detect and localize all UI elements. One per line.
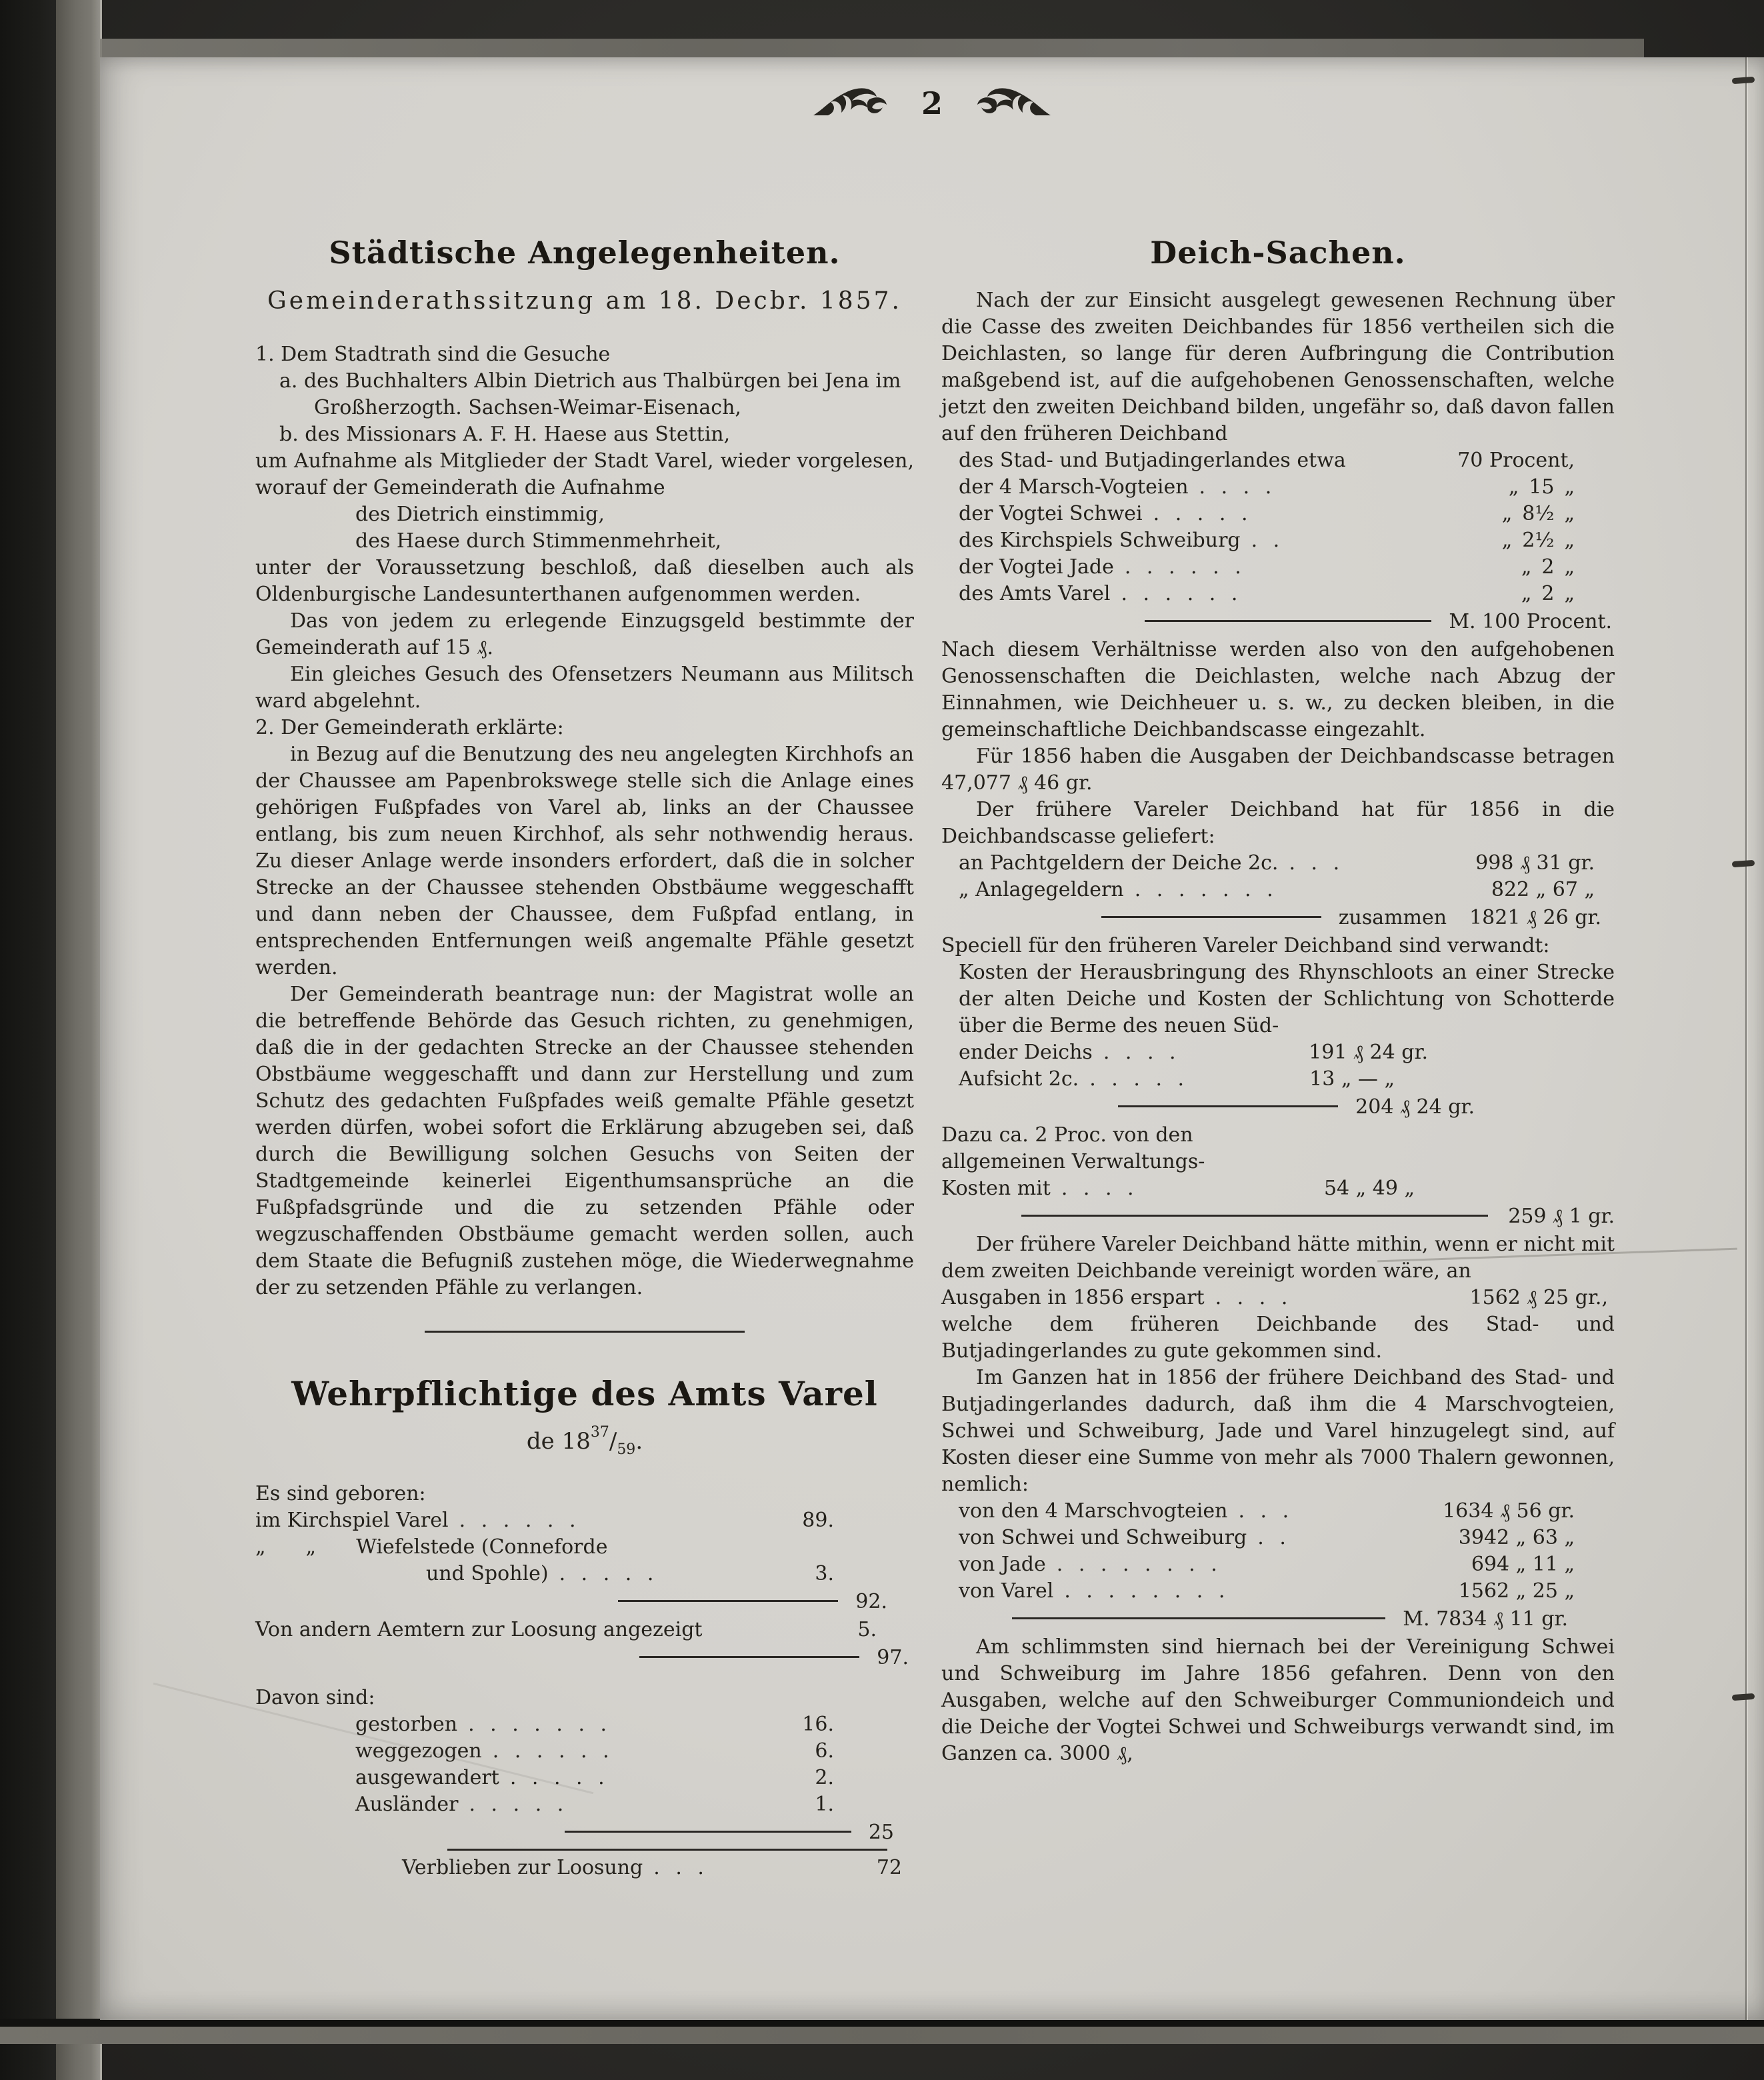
era-line (255, 1424, 914, 1458)
stat-row: im Kirchspiel Varel . . . . . . 89. (255, 1508, 834, 1532)
table-row: ender Deichs . . . . 191 ₰ 24 gr. (959, 1040, 1428, 1064)
spacer (255, 1673, 914, 1685)
table-row: Ausgaben in 1856 erspart . . . . 1562 ₰ 25 gr., (941, 1285, 1608, 1309)
paragraph: Speciell für den früheren Vareler Deichband sind verwandt: (941, 933, 1550, 957)
paragraph: Am schlimmsten sind hiernach bei der Vereinigung Schwei und Schweiburg im Jahre 1856 gefahren. Denn von den Ausgaben, welche auf den Schweiburger Communiondeich und die Deiche der Vogtei Schwei und Schweiburgs verwandt sind, im Ganzen ca. 3000 ₰, (941, 1635, 1615, 1765)
paragraph: Der Gemeinderath beantrage nun: der Magistrat wolle an die betreffende Behörde das Gesuch richten, zu genehmigen, daß die in der gedachten Strecke an der Chaussee stehenden Obstbäume weggeschafft und dann zur Herstellung und zum Schutz des gedachten Fußpfades weiß gemalte Pfähle gesetzt werden dürfen, wobei sofort die Erklärung abzugeben sei, daß durch die Bewilligung solchen Gesuchs von Seiten der Stadtgemeinde keinerlei Eigenthumsansprüche an die Fußpfadsgründe und die zu setzenden Pfähle oder wegzuschaffenden Obstbäume gemacht werden sollen, auch dem Staate die Befugniß zustehen möge, die Wiederwegnahme der zu setzenden Pfähle zu verlangen. (255, 982, 914, 1299)
era-prefix: de 18 (526, 1427, 591, 1455)
paragraph: Im Ganzen hat in 1856 der frühere Deichband des Stad- und Butjadingerlandes dadurch, daß ihm die 4 Marschvogteien, Schwei und Schweiburg, Jade und Varel hinzugelegt sind, auf Kosten dieser eine Summe von mehr als 7000 Thalern gewonnen, nemlich: (941, 1365, 1615, 1496)
paragraph: Der frühere Vareler Deichband hätte mithin, wenn er nicht mit dem zweiten Deichbande vereinigt worden wäre, an (941, 1232, 1615, 1283)
left-column (255, 236, 914, 1881)
sum-rule (639, 1656, 859, 1658)
table-row: des Amts Varel . . . . . . „ 2 „ (959, 581, 1575, 605)
paragraph: des Haese durch Stimmenmehrheit, (355, 529, 722, 553)
total-row: M. 7834 ₰ 11 gr. (941, 1605, 1615, 1634)
paragraph: Nach diesem Verhältnisse werden also von den aufgehobenen Genossenschaften die Deichlasten, welche nach Abzug der Einnahmen, wie Deichheuer u. s. w., zu decken bleiben, in die gemeinschaftliche Deichbandscasse eingezahlt. (941, 637, 1615, 741)
era-slash: / (609, 1427, 617, 1455)
paragraph: Ein gleiches Gesuch des Ofensetzers Neumann aus Militsch ward abgelehnt. (255, 662, 914, 713)
binding-stitch (1732, 77, 1755, 84)
page-fold-line (1745, 57, 1747, 2020)
paragraph: Das von jedem zu erlegende Einzugsgeld bestimmte der Gemeinderath auf 15 ₰. (255, 609, 914, 659)
total-row: zusammen 1821 ₰ 26 gr. (941, 903, 1615, 933)
total-row: M. 100 Procent. (941, 607, 1615, 637)
table-row: Kosten mit . . . . 54 „ 49 „ (941, 1176, 1415, 1200)
share-table (941, 447, 1615, 607)
paragraph: Kosten der Herausbringung des Rhynschloots an einer Strecke der alten Deiche und Kosten der Schlichtung von Schotterde über die Berme des neuen Süd- (959, 960, 1615, 1037)
table-row: von den 4 Marschvogteien . . . 1634 ₰ 56 gr. (959, 1499, 1575, 1523)
stat-row: „ „ Wiefelstede (Conneforde (255, 1535, 608, 1559)
stat-row-final: Verblieben zur Loosung . . . 72 (402, 1855, 902, 1879)
paragraph: in Bezug auf die Benutzung des neu angelegten Kirchhofs an der Chaussee am Papenbrokswege stelle sich die Anlage eines gehörigen Fußpfades von Varel ab, links an der Chaussee entlang, bis zum neuen Kirchhof, als sehr nothwendig heraus. Zu dieser Anlage werde insonders erfordert, daß die in solcher Strecke an der Chaussee stehenden Obstbäume weggeschafft und dann neben der Chaussee, dem Fußpfad entlang, in entsprechenden Entfernungen weiß angemalte Pfähle gesetzt werden. (255, 742, 914, 979)
era-suffix: . (635, 1427, 643, 1455)
list-item-a: a. des Buchhalters Albin Dietrich aus Thalbürgen bei Jena im Großherzogth. Sachsen-Weimar-Eisenach, (279, 369, 901, 419)
paragraph: 2. Der Gemeinderath erklärte: (255, 715, 564, 739)
list-item-b: b. des Missionars A. F. H. Haese aus Stettin, (279, 422, 731, 446)
page-number: 2 (921, 85, 943, 121)
sum-rule (1012, 1617, 1385, 1619)
stat-row: gestorben . . . . . . . 16. (355, 1712, 834, 1736)
stat-row: und Spohle) . . . . . 3. (426, 1561, 834, 1585)
table-surface-edge (0, 0, 56, 2080)
total-row: 259 ₰ 1 gr. (941, 1202, 1615, 1231)
sum-rule (1145, 620, 1431, 622)
session-heading: Gemeinderathssitzung am 18. Decbr. 1857. (267, 287, 902, 315)
table-row: von Schwei und Schweiburg . . 3942 „ 63 „ (959, 1525, 1575, 1549)
era-numerator: 37 (590, 1423, 609, 1441)
paragraph: Nach der zur Einsicht ausgelegt gewesenen Rechnung über die Casse des zweiten Deichbandes für 1856 vertheilen sich die Deichlasten, so lange für deren Aufbringung die Contribution maßgebend ist, auf die aufgehobenen Genossenschaften, welche jetzt den zweiten Deichband bilden, ungefähr so, daß davon fallen auf den früheren Deichband (941, 288, 1615, 445)
paragraph: allgemeinen Verwaltungs- (941, 1149, 1205, 1173)
paragraph: Für 1856 haben die Ausgaben der Deichbandscasse betragen 47,077 ₰ 46 gr. (941, 744, 1615, 795)
binding-stitch (1732, 1693, 1755, 1701)
book-cover-edge (56, 0, 102, 2080)
stat-row: Von andern Aemtern zur Loosung angezeigt 5. (255, 1617, 877, 1641)
total-row: 204 ₰ 24 gr. (941, 1093, 1615, 1122)
gain-table (941, 1498, 1615, 1605)
right-column (941, 236, 1615, 1767)
page-header (100, 85, 1764, 121)
sum-rule (1118, 1105, 1338, 1107)
table-row: der Vogtei Schwei . . . . . „ 8½ „ (959, 501, 1575, 525)
table-row: des Kirchspiels Schweiburg . . „ 2½ „ (959, 528, 1575, 552)
section-title-wehrpflichtige: Wehrpflichtige des Amts Varel (291, 1373, 878, 1413)
fleuron-right-icon (975, 86, 1053, 121)
table-row: „ Anlagegeldern . . . . . . . 822 „ 67 „ (959, 877, 1595, 901)
davon-label: Davon sind: (255, 1685, 375, 1709)
section-title-deichsachen: Deich-Sachen. (1150, 235, 1406, 271)
table-row: der Vogtei Jade . . . . . . „ 2 „ (959, 555, 1575, 579)
section-divider (425, 1331, 745, 1333)
born-label: Es sind geboren: (255, 1481, 426, 1505)
fleuron-left-icon (811, 86, 889, 121)
newspaper-page (100, 57, 1764, 2020)
paragraph: welche dem früheren Deichbande des Stad- und Butjadingerlandes zu gute gekommen sind. (941, 1312, 1615, 1363)
subtotal-row: 97. (255, 1643, 914, 1673)
era-denominator: 59 (617, 1441, 636, 1458)
sum-rule (618, 1600, 838, 1602)
paragraph: 1. Dem Stadtrath sind die Gesuche (255, 342, 611, 366)
sum-rule (1101, 916, 1321, 918)
table-row: von Jade . . . . . . . . 694 „ 11 „ (959, 1552, 1575, 1576)
table-row: Aufsicht 2c. . . . . . 13 „ — „ (959, 1067, 1395, 1091)
paragraph: Dazu ca. 2 Proc. von den (941, 1123, 1193, 1147)
total-rule (447, 1849, 887, 1851)
book-cloth-top-edge (100, 39, 1644, 59)
stat-row: weggezogen . . . . . . 6. (355, 1739, 834, 1763)
sum-rule (1021, 1215, 1488, 1217)
table-row: von Varel . . . . . . . . 1562 „ 25 „ (959, 1579, 1575, 1603)
sum-label: zusammen (1338, 905, 1447, 929)
stat-row: Ausländer . . . . . 1. (355, 1792, 834, 1816)
book-cloth-bottom-edge (0, 2027, 1764, 2044)
subtotal-row: 92. (255, 1587, 914, 1617)
paragraph: Der frühere Vareler Deichband hat für 1856 in die Deichbandscasse geliefert: (941, 797, 1615, 848)
table-row: der 4 Marsch-Vogteien . . . . „ 15 „ (959, 475, 1575, 499)
binding-stitch (1732, 860, 1755, 867)
paragraph: des Dietrich einstimmig, (355, 502, 605, 526)
table-row: an Pachtgeldern der Deiche 2c. . . . 998 ₰ 31 gr. (959, 851, 1595, 875)
sum-rule (565, 1831, 851, 1833)
paragraph: unter der Voraussetzung beschloß, daß dieselben auch als Oldenburgische Landesunterthanen aufgenommen werden. (255, 555, 914, 606)
subtotal-row: 25 (255, 1818, 914, 1847)
delivery-table (941, 850, 1615, 903)
paragraph: um Aufnahme als Mitglieder der Stadt Varel, wieder vorgelesen, worauf der Gemeinderath die Aufnahme (255, 449, 914, 499)
section-title-staedtische: Städtische Angelegenheiten. (329, 235, 841, 271)
davon-list (255, 1711, 914, 1818)
table-row: des Stad- und Butjadingerlandes etwa 70 Procent, (959, 448, 1575, 472)
stat-row: ausgewandert . . . . . 2. (355, 1765, 834, 1789)
